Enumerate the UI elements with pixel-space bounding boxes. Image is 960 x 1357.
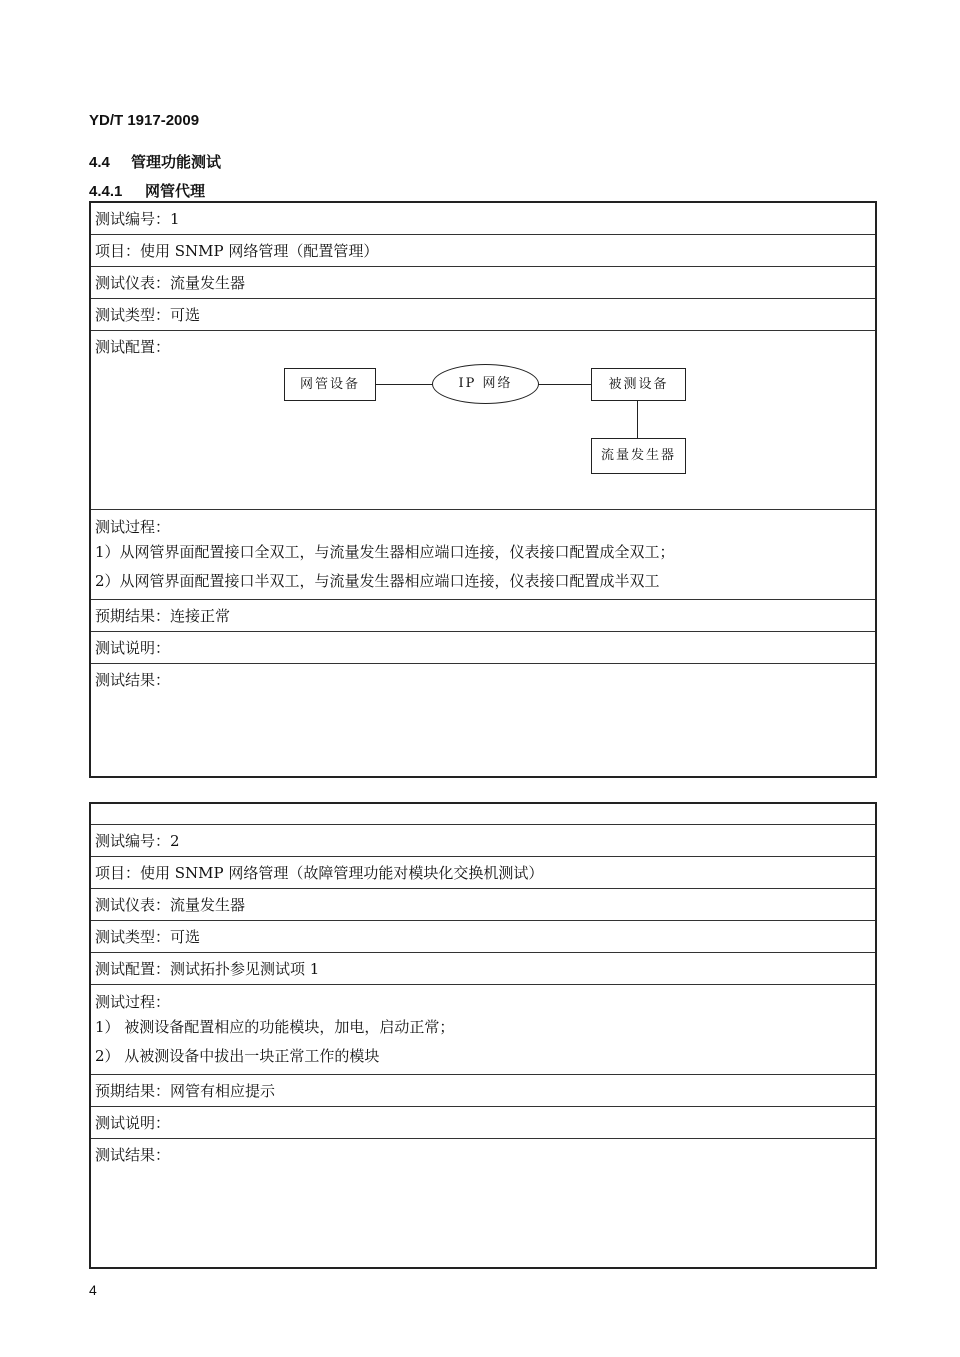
test-id: 测试编号：1	[90, 202, 876, 235]
section-number: 4.4	[89, 154, 110, 171]
test-instrument: 测试仪表：流量发生器	[90, 267, 876, 299]
topology-diagram	[95, 357, 871, 509]
test-result: 测试结果：	[90, 664, 876, 778]
test-instrument: 测试仪表：流量发生器	[90, 889, 876, 921]
test-config-label: 测试配置：	[95, 338, 171, 356]
section-title: 管理功能测试	[131, 154, 222, 171]
test-procedure-cell	[90, 985, 876, 1075]
test-result: 测试结果：	[90, 1139, 876, 1269]
test-procedure-cell	[90, 510, 876, 600]
subsection-title: 网管代理	[145, 183, 206, 200]
test-id: 测试编号：2	[90, 825, 876, 857]
expected-result: 预期结果：连接正常	[90, 600, 876, 632]
standard-number: YD/T 1917-2009	[89, 112, 200, 129]
table-top-spacer	[90, 803, 876, 825]
expected-result: 预期结果：网管有相应提示	[90, 1075, 876, 1107]
test-item: 项目：使用 SNMP 网络管理（配置管理）	[90, 235, 876, 267]
test-case-table-2	[89, 802, 877, 1269]
traffic-generator-box: 流量发生器	[591, 438, 686, 474]
test-notes: 测试说明：	[90, 1107, 876, 1139]
procedure-step: 2）从网管界面配置接口半双工，与流量发生器相应端口连接，仪表接口配置成半双工	[95, 572, 660, 590]
test-item: 项目：使用 SNMP 网络管理（故障管理功能对模块化交换机测试）	[90, 857, 876, 889]
test-config: 测试配置：测试拓扑参见测试项 1	[90, 953, 876, 985]
connector-line	[637, 401, 638, 439]
subsection-heading	[89, 180, 205, 201]
section-heading	[89, 151, 221, 172]
connector-line	[376, 384, 433, 385]
procedure-label: 测试过程：	[95, 993, 171, 1011]
test-case-table-1	[89, 201, 877, 778]
test-config-cell	[90, 331, 876, 510]
connector-line	[538, 384, 592, 385]
procedure-label: 测试过程：	[95, 518, 171, 536]
ip-network-ellipse: IP 网络	[432, 364, 539, 404]
nms-device-box: 网管设备	[284, 368, 376, 401]
test-type: 测试类型：可选	[90, 299, 876, 331]
procedure-step: 2） 从被测设备中拔出一块正常工作的模块	[95, 1047, 380, 1065]
subsection-number: 4.4.1	[89, 183, 123, 200]
page-number: 4	[89, 1282, 97, 1298]
procedure-step: 1） 被测设备配置相应的功能模块，加电，启动正常；	[95, 1018, 455, 1036]
dut-box: 被测设备	[591, 368, 686, 401]
test-type: 测试类型：可选	[90, 921, 876, 953]
procedure-step: 1）从网管界面配置接口全双工，与流量发生器相应端口连接，仪表接口配置成全双工；	[95, 543, 675, 561]
test-notes: 测试说明：	[90, 632, 876, 664]
